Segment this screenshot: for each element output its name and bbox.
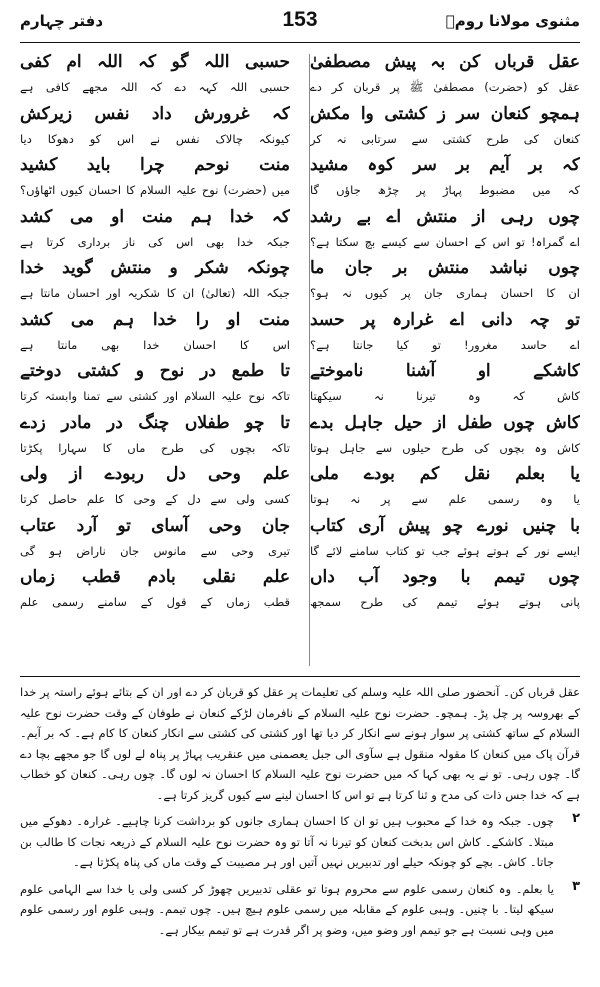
couplet <box>310 100 580 152</box>
urdu-translation: تاکہ نوح علیہ السلام اور کشتی سے تمنا وابستہ کرتا <box>20 389 290 403</box>
persian-verse: علم وحی دل ربودے از ولی <box>20 464 290 484</box>
persian-verse: کہ غرورش داد نفس زیرکش <box>20 103 290 124</box>
couplet <box>310 48 580 100</box>
couplet <box>20 48 290 100</box>
book-title: مثنوی مولانا رومؒ <box>445 12 580 30</box>
urdu-translation: جبکہ اللہ (تعالیٰ) ان کا شکریہ اور احسان مانتا ہے <box>20 286 290 300</box>
urdu-translation: کاش وہ بچوں کی طرح حیلوں سے جاہل ہوتا <box>310 440 580 455</box>
persian-verse: با چنیں نورے چو پیش آری کتاب <box>310 515 580 536</box>
urdu-translation: قطب زماں کے قول کے سامنے رسمی علم <box>20 595 290 609</box>
couplet <box>310 357 580 409</box>
couplet <box>310 151 580 203</box>
right-verse-column <box>310 48 580 672</box>
persian-verse: چوں تیمم با وجود آب داں <box>310 567 580 587</box>
footnotes <box>20 682 580 946</box>
couplet <box>20 203 290 255</box>
footnote <box>20 682 580 805</box>
column-divider <box>309 54 310 666</box>
couplet <box>20 512 290 564</box>
urdu-translation: تاکہ بچوں کی طرح ماں کا سہارا پکڑتا <box>20 440 290 455</box>
couplet <box>310 409 580 461</box>
urdu-translation: پانی ہوتے ہوئے تیمم کی طرح سمجھ <box>310 595 580 609</box>
persian-verse: چوں نباشد منتش بر جان ما <box>310 258 580 278</box>
footnote-text: چوں۔ جبکہ وہ خدا کے محبوب ہیں تو ان کا احسان ہماری جانوں کو برداشت کرنا چاہیے۔ غرارہ۔ دھوکے میں مبتلا۔ کاشکے۔ کاش اس بدبخت کنعان کو تیرنا نہ آتا تو وہ حضرت نوح علیہ السلام کے ذریعہ نجات کا طالب بن جاتا۔ کاش۔ بچے کو چونکہ حیلے اور تدبیریں نہیں آتیں اور ہر مصیبت کے وقت ماں کی پناہ پکڑتا ہے۔ <box>20 814 554 869</box>
persian-verse: چونکہ شکر و منتش گوید خدا <box>20 258 290 278</box>
persian-verse: جان وحی آسای تو آرد عتاب <box>20 515 290 536</box>
urdu-translation: کہ میں مضبوط پہاڑ پر چڑھ جاؤں گا <box>310 183 580 197</box>
persian-verse: حسبی اللہ گو کہ اللہ ام کفی <box>20 52 290 72</box>
couplet <box>310 306 580 358</box>
volume-title: دفتر چہارم <box>20 12 104 30</box>
couplet <box>20 151 290 203</box>
verse-columns <box>20 48 580 672</box>
persian-verse: کاشکے او آشنا ناموختے <box>310 361 580 381</box>
urdu-translation: کاش کہ وہ تیرنا نہ سیکھتا <box>310 389 580 403</box>
urdu-translation: یا وہ رسمی علم سے پر نہ ہوتا <box>310 492 580 506</box>
couplet <box>310 203 580 255</box>
footnote-text: عقل قرباں کن۔ آنحضور صلی اللہ علیہ وسلم کی تعلیمات پر عقل کو قربان کر دے اور ان کے بتائے ہوئے راستہ پر خدا کے بھروسہ پر چل پڑ۔ ہمچو۔ حضرت نوح علیہ السلام کے نافرمان لڑکے کنعان نے طوفان کے وقت حضرت نوح علیہ السلام کے ساتھ کشتی پر سوار ہونے سے انکار کر دیا تھا اور کشتی کی کشتی سے انکار کنعان کا کام ہے۔ کہ بر آیم۔ قرآن پاک میں کنعان کا مقولہ منقول ہے سآوی الی جبل یعصمنی میں عنقریب پہاڑ پر پناہ لے لوں گا جو مجھے بچا دے گا۔ چوں رہی۔ تو نے یہ بھی کہا کہ میں حضرت نوح علیہ السلام کا احسان نہ لوں گا۔ چوں رہی۔ کنعان کو خطاب ہے کہ خدا جس ذات کی مدح و ثنا کرتا ہے تو اس کا احسان لینے سے کیوں گریز کرتا ہے۔ <box>20 685 580 802</box>
couplet <box>20 254 290 306</box>
footnote <box>20 811 580 873</box>
left-verse-column <box>20 48 290 672</box>
persian-verse: عقل قرباں کن بہ پیش مصطفیٰ <box>310 52 580 72</box>
footnote-text: یا بعلم۔ وہ کنعان رسمی علوم سے محروم ہوتا تو عقلی تدبیریں چھوڑ کر کسی ولی یا خدا سے الہامی علوم سیکھ لیتا۔ با چنیں۔ وہبی علوم کے مقابلہ میں رسمی علوم ہیچ ہیں۔ چوں تیمم۔ وہبی علوم اور رسمی علوم میں وہی نسبت ہے جو تیمم اور وضو میں، وضو پر اگر قدرت ہے تو تیمم بیکار ہے۔ <box>20 881 554 937</box>
couplet <box>20 460 290 512</box>
urdu-translation: تیری وحی سے مانوس جان ناراض ہو گی <box>20 543 290 558</box>
couplet <box>20 357 290 409</box>
urdu-translation: میں (حضرت) نوح علیہ السلام کا احسان کیوں اٹھاؤں؟ <box>20 183 290 197</box>
persian-verse: تو چہ دانی اے غرارہ پر حسد <box>310 309 580 330</box>
footnote-number: ۳ <box>572 878 580 894</box>
urdu-translation: ان کا احسان ہماری جان پر کیوں نہ ہو؟ <box>310 286 580 300</box>
couplet <box>20 100 290 152</box>
page-header <box>20 8 580 38</box>
footnote-rule <box>20 676 580 677</box>
urdu-translation: ایسے نور کے ہوتے ہوئے جب تو کتاب سامنے لائے گا <box>310 543 580 558</box>
persian-verse: کہ بر آیم بر سر کوہ مشید <box>310 155 580 175</box>
persian-verse: تا طمع در نوح و کشتی دوختے <box>20 361 290 381</box>
urdu-translation: حسبی اللہ کہہ دے کہ اللہ مجھے کافی ہے <box>20 80 290 94</box>
couplet <box>310 460 580 512</box>
couplet <box>20 306 290 358</box>
persian-verse: یا بعلم نقل کم بودے ملی <box>310 464 580 484</box>
persian-verse: علم نقلی بادم قطب زماں <box>20 567 290 587</box>
couplet <box>310 512 580 564</box>
urdu-translation: اے حاسد مغرور! تو کیا جانتا ہے؟ <box>310 337 580 352</box>
urdu-translation: عقل کو (حضرت) مصطفیٰ ﷺ پر قربان کر دے <box>310 80 580 94</box>
persian-verse: کہ خدا ہم منت او می کشد <box>20 206 290 227</box>
urdu-translation: جبکہ خدا بھی اس کی ناز برداری کرتا ہے <box>20 234 290 249</box>
persian-verse: تا چو طفلاں چنگ در مادر زدے <box>20 412 290 433</box>
footnote <box>20 879 580 941</box>
persian-verse: منت نوحم چرا باید کشید <box>20 155 290 175</box>
urdu-translation: کنعان کی طرح کشتی سے سرتابی نہ کر <box>310 131 580 146</box>
urdu-translation: کسی ولی سے دل کے وحی کا علم حاصل کرتا <box>20 492 290 506</box>
persian-verse: منت او را خدا ہم می کشد <box>20 309 290 330</box>
page-number: 153 <box>282 8 318 31</box>
persian-verse: کاش چوں طفل از حیل جاہل بدے <box>310 412 580 433</box>
persian-verse: ہمچو کنعان سر ز کشتی وا مکش <box>310 103 580 124</box>
header-rule <box>20 42 580 43</box>
urdu-translation: کیونکہ چالاک نفس نے اس کو دھوکا دیا <box>20 131 290 146</box>
couplet <box>20 563 290 615</box>
urdu-translation: اے گمراہ! تو اس کے احسان سے کیسے بچ سکتا ہے؟ <box>310 234 580 249</box>
persian-verse: چوں رہی از منتش اے بے رشد <box>310 206 580 227</box>
footnote-number: ۲ <box>572 811 580 826</box>
couplet <box>310 254 580 306</box>
couplet <box>20 409 290 461</box>
urdu-translation: اس کا احسان خدا بھی مانتا ہے <box>20 337 290 352</box>
couplet <box>310 563 580 615</box>
